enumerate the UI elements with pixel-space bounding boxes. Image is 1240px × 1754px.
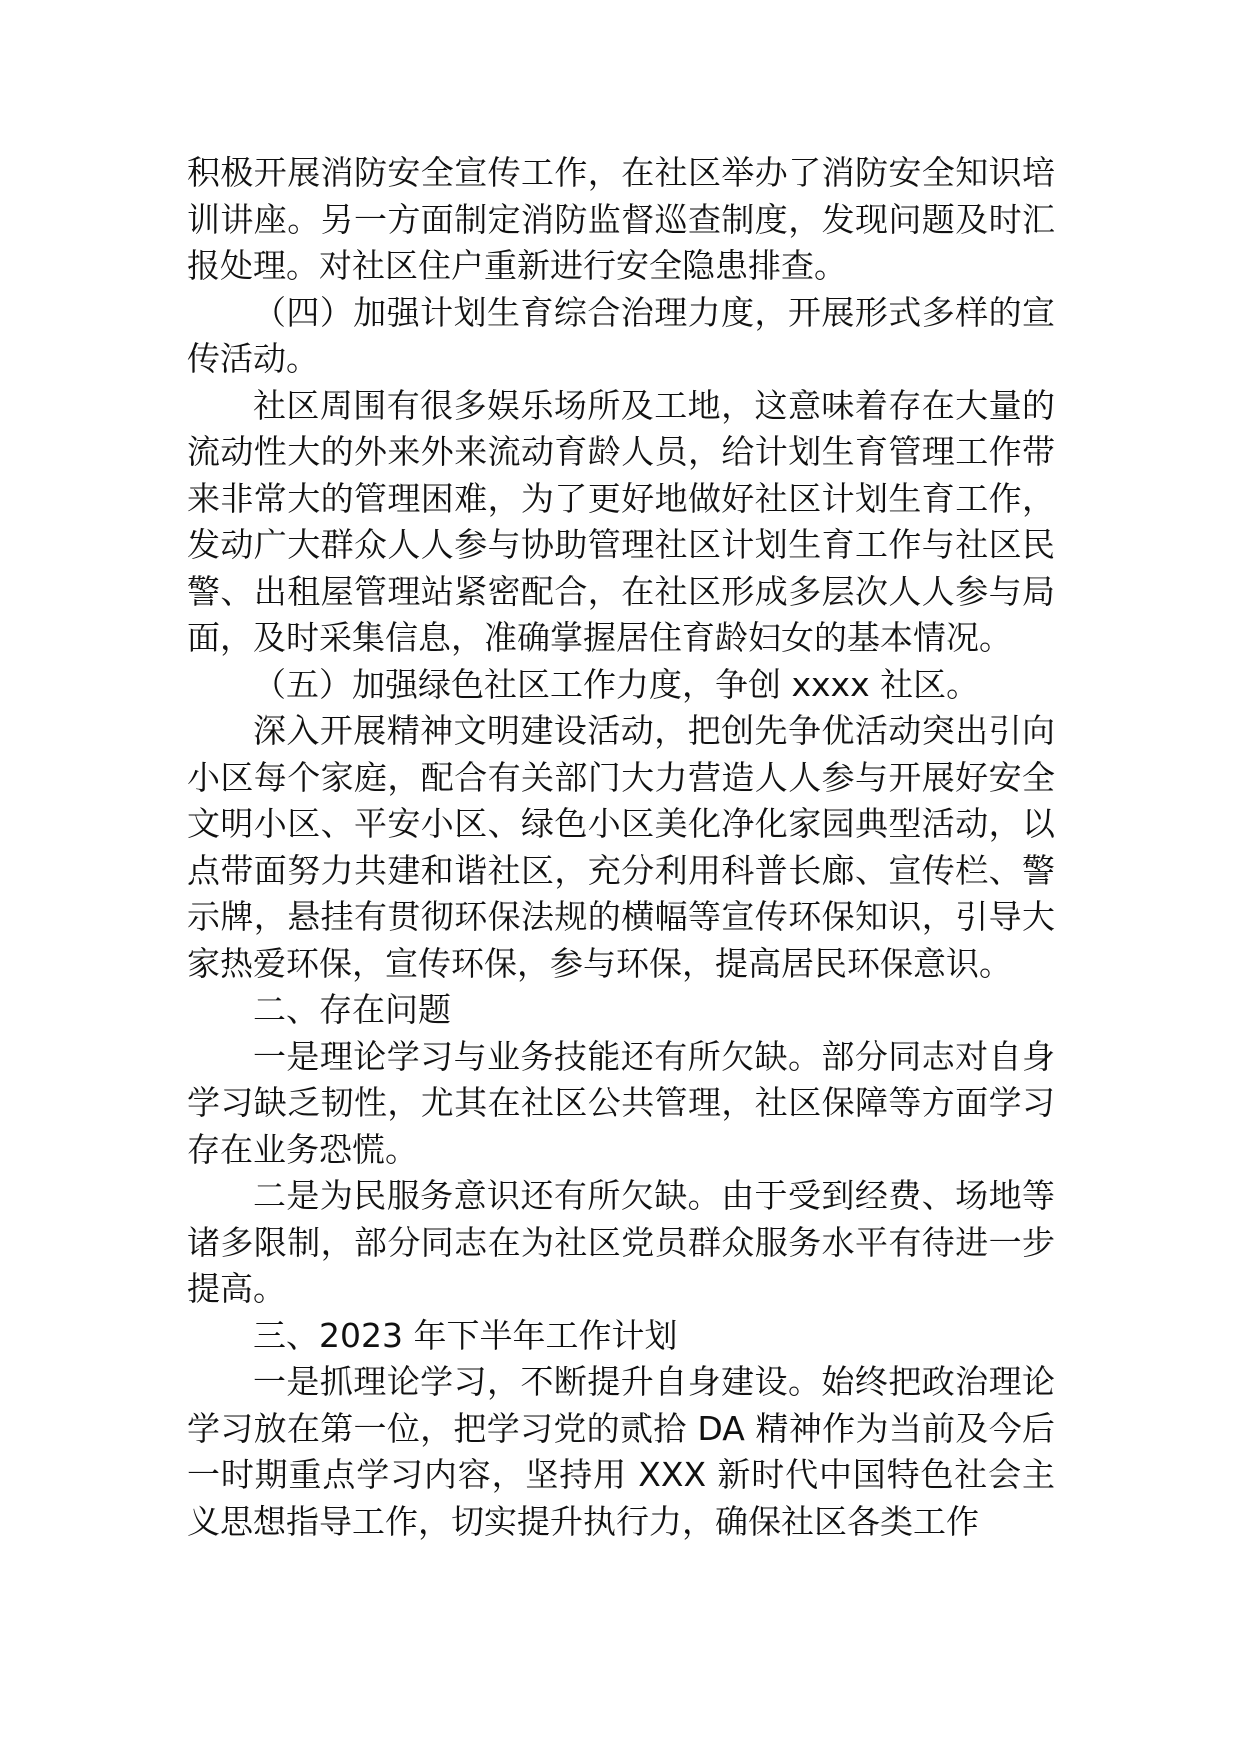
paragraph-problem-one: 一是理论学习与业务技能还有所欠缺。部分同志对自身学习缺乏韧性，尤其在社区公共管理，社区保障等方面学习存在业务恐慌。 [187, 1036, 1055, 1169]
heading-work-plan: 三、2023 年下半年工作计划 [253, 1315, 678, 1355]
heading-existing-problems: 二、存在问题 [253, 990, 451, 1029]
paragraph-problem-two: 二是为民服务意识还有所欠缺。由于受到经费、场地等诸多限制，部分同志在为社区党员群众服务水平有待进一步提高。 [187, 1176, 1055, 1308]
paragraph-fire-safety-continuation: 积极开展消防安全宣传工作，在社区举办了消防安全知识培训讲座。另一方面制定消防监督巡查制度，发现问题及时汇报处理。对社区住户重新进行安全隐患排查。 [187, 153, 1055, 285]
paragraph-plan-one: 一是抓理论学习，不断提升自身建设。始终把政治理论学习放在第一位，把学习党的贰拾 DA 精神作为当前及今后一时期重点学习内容，坚持用 XXX 新时代中国特色社会主义思想指导工作，切实提升执行力，确保社区各类工作 [187, 1362, 1055, 1541]
heading-family-planning: （四）加强计划生育综合治理力度，开展形式多样的宣传活动。 [187, 292, 1055, 378]
paragraph-family-planning: 社区周围有很多娱乐场所及工地，这意味着存在大量的流动性大的外来外来流动育龄人员，给计划生育管理工作带来非常大的管理困难，为了更好地做好社区计划生育工作，发动广大群众人人参与协助管理社区计划生育工作与社区民警、出租屋管理站紧密配合，在社区形成多层次人人参与局面，及时采集信息，准确掌握居住育龄妇女的基本情况。 [187, 385, 1055, 657]
paragraph-green-community: 深入开展精神文明建设活动，把创先争优活动突出引向小区每个家庭，配合有关部门大力营造人人参与开展好安全文明小区、平安小区、绿色小区美化净化家园典型活动，以点带面努力共建和谐社区，充分利用科普长廊、宣传栏、警示牌，悬挂有贯彻环保法规的横幅等宣传环保知识，引导大家热爱环保，宣传环保，参与环保，提高居民环保意识。 [187, 711, 1055, 983]
document-body [187, 150, 1055, 1545]
heading-green-community: （五）加强绿色社区工作力度，争创 xxxx 社区。 [253, 664, 980, 704]
